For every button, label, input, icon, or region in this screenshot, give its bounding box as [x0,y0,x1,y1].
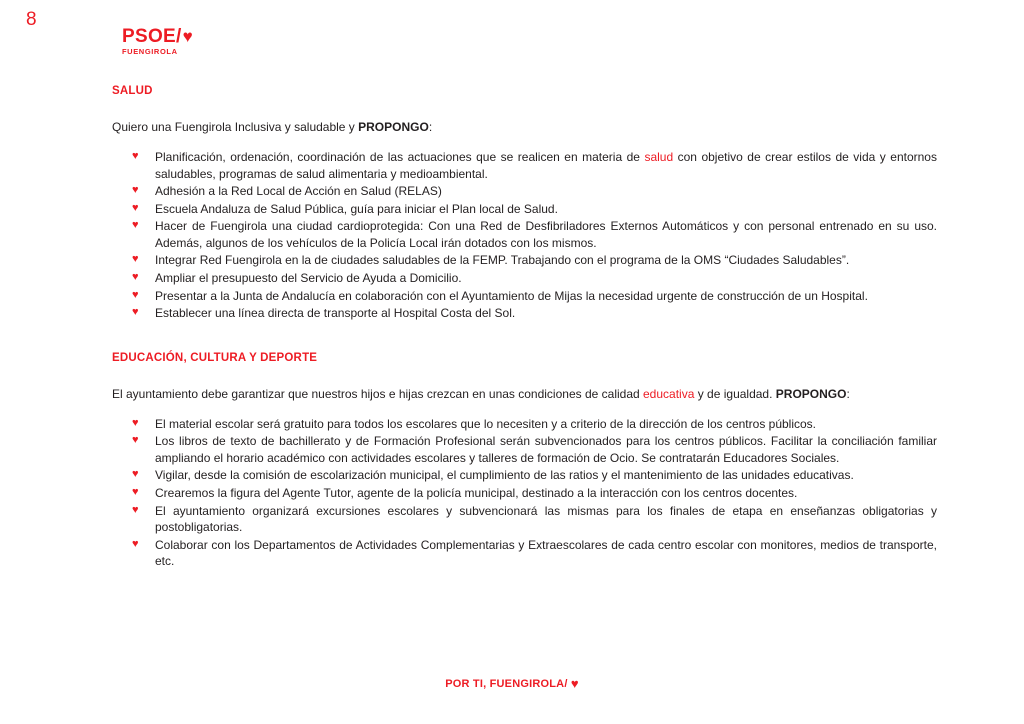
list-item-text: Vigilar, desde la comisión de escolarización municipal, el cumplimiento de las ratios y el mantenimiento de las unidades educativas. [155,468,854,483]
intro-highlight: educativa [643,386,695,401]
list-item-text: Integrar Red Fuengirola en la de ciudades saludables de la FEMP. Trabajando con el programa de la OMS “Ciudades Saludables”. [155,253,850,268]
list-item [112,270,937,287]
list-item [112,503,937,536]
list-item-text: Hacer de Fuengirola una ciudad cardioprotegida: Con una Red de Desfibriladores Externos Automáticos y con personal entrenado en su uso. Además, algunos de los vehículos de la Policía Local irán dotados con los mismos. [155,219,937,250]
heart-bullet-icon: ♥ [132,253,139,266]
list-item-text: Escuela Andaluza de Salud Pública, guía para iniciar el Plan local de Salud. [155,201,558,216]
heart-bullet-icon: ♥ [132,219,139,232]
section-educacion-cultura-deporte [112,352,937,570]
intro-suffix: : [428,120,433,134]
logo-wordmark [122,27,193,46]
list-item-text: Establecer una línea directa de transporte al Hospital Costa del Sol. [155,306,516,321]
heart-icon: ♥ [182,27,193,46]
list-item-text: Ampliar el presupuesto del Servicio de Ayuda a Domicilio. [155,271,462,286]
list-item [112,485,937,502]
heart-bullet-icon: ♥ [132,486,139,499]
section-title: SALUD [112,85,153,97]
list-item [112,537,937,570]
heart-bullet-icon: ♥ [132,184,139,197]
page-number: 8 [26,9,37,30]
list-item-text: salud [644,150,674,165]
list-item [112,218,937,251]
list-item [112,433,937,466]
section-salud [112,85,937,322]
list-item-text: Los libros de texto de bachillerato y de Formación Profesional serán subvencionados para los centros públicos. Facilitar la conciliación familiar ampliando el horario académico con actividades escolares y talleres de formación de Ocio. Se contratarán Educadores Sociales. [155,434,937,465]
logo-subtitle: FUENGIROLA [122,47,178,56]
list-item-text: con objetivo de crear estilos de vida y entornos saludables, programas de salud alimentaria y medioambiental. [155,150,937,181]
intro-emphasis: PROPONGO [775,386,847,401]
section-intro [112,386,937,402]
intro-suffix: : [846,386,850,401]
intro-text: Quiero una Fuengirola Inclusiva y saludable y [112,120,359,134]
heart-bullet-icon: ♥ [132,537,139,550]
list-item [112,305,937,322]
page-footer [0,676,1024,691]
footer-text: POR TI, FUENGIROLA/ [445,678,571,690]
list-item-text: Colaborar con los Departamentos de Actividades Complementarias y Extraescolares de cada centro escolar con monitores, medios de transporte, etc. [155,537,937,569]
heart-bullet-icon: ♥ [132,150,139,163]
list-item-text: Presentar a la Junta de Andalucía en colaboración con el Ayuntamiento de Mijas la necesidad urgente de construcción de un Hospital. [155,288,868,303]
proposal-list [112,149,937,321]
intro-text: El ayuntamiento debe garantizar que nuestros hijos e hijas crezcan en unas condiciones de calidad [112,386,643,401]
heart-icon: ♥ [570,676,579,691]
psoe-fuengirola-logo [122,27,193,56]
heart-bullet-icon: ♥ [132,288,139,301]
document-body [112,85,937,571]
list-item [112,467,937,484]
section-title: EDUCACIÓN, CULTURA Y DEPORTE [112,351,318,364]
list-item [112,183,937,200]
list-item-text: El material escolar será gratuito para todos los escolares que lo necesiten y a criterio de la dirección de los centros públicos. [155,416,817,431]
list-item-text: El ayuntamiento organizará excursiones escolares y subvencionará las mismas para los finales de etapa en enseñanzas obligatorias y postobligatorias. [155,503,937,535]
heart-bullet-icon: ♥ [132,306,139,319]
heart-bullet-icon: ♥ [132,434,139,447]
list-item-text: Planificación, ordenación, coordinación de las actuaciones que se realicen en materia de [155,150,645,165]
list-item [112,416,937,433]
list-item-text: Adhesión a la Red Local de Acción en Salud (RELAS) [155,184,442,199]
intro-middle: y de igualdad. [694,386,776,401]
heart-bullet-icon: ♥ [132,503,139,516]
list-item [112,201,937,218]
proposal-list [112,416,937,570]
list-item-text: Crearemos la figura del Agente Tutor, agente de la policía municipal, destinado a la interacción con los centros docentes. [155,486,798,501]
list-item [112,252,937,269]
heart-bullet-icon: ♥ [132,416,139,429]
list-item [112,288,937,305]
logo-text: PSOE/ [122,26,182,47]
heart-bullet-icon: ♥ [132,271,139,284]
section-intro [112,119,937,135]
heart-bullet-icon: ♥ [132,468,139,481]
intro-emphasis: PROPONGO [358,120,429,134]
heart-bullet-icon: ♥ [132,201,139,214]
list-item [112,149,937,182]
